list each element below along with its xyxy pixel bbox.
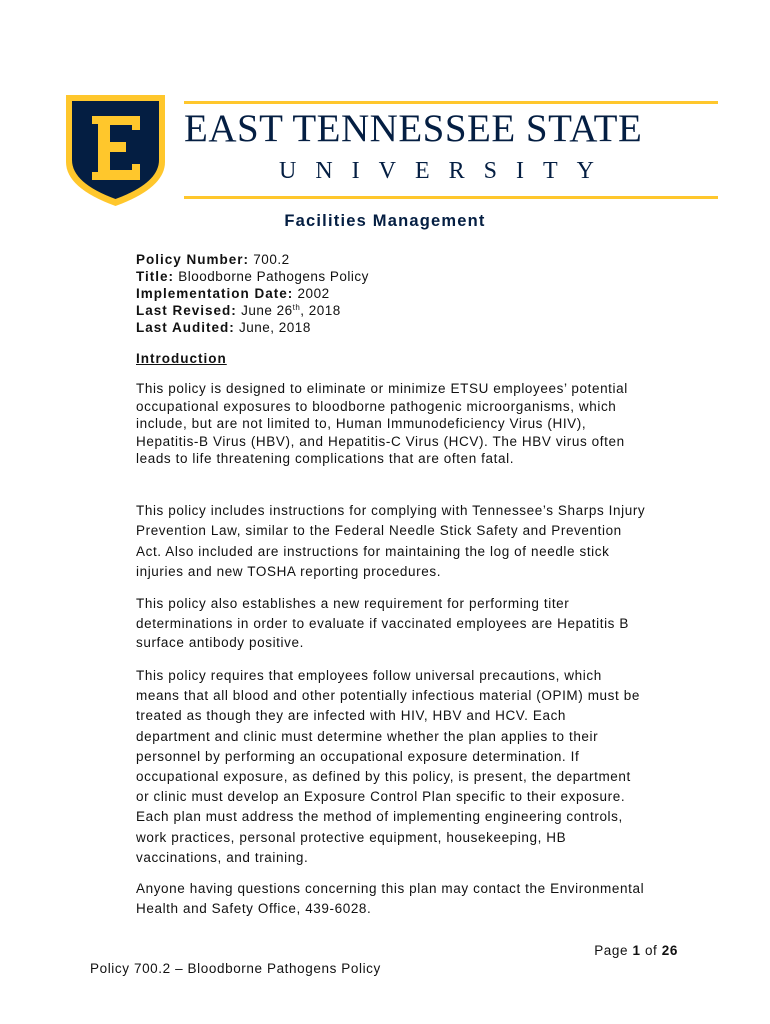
paragraph-line: determinations in order to evaluate if vaccinated employees are Hepatitis B — [136, 615, 629, 631]
page-number — [594, 943, 678, 958]
paragraph-universal-precautions — [136, 666, 696, 868]
paragraph-line: department and clinic must determine whether the plan applies to their — [136, 728, 599, 744]
paragraph-line: occupational exposure, as defined by this policy, is present, the department — [136, 769, 631, 785]
paragraph-line: or clinic must develop an Exposure Control Plan specific to their exposure. — [136, 789, 626, 805]
implementation-date-label: Implementation Date: — [136, 286, 294, 301]
paragraph-titer — [136, 594, 696, 653]
implementation-date-value: 2002 — [297, 286, 330, 301]
last-revised-row — [136, 302, 369, 319]
paragraph-line: Each plan must address the method of implementing engineering controls, — [136, 809, 623, 825]
paragraph-line: injuries and new TOSHA reporting procedures. — [136, 564, 442, 580]
last-revised-year: , 2018 — [300, 303, 341, 318]
policy-metadata — [136, 251, 369, 336]
policy-number-label: Policy Number: — [136, 252, 250, 267]
page-number-prefix: Page — [594, 943, 629, 958]
paragraph-line: Health and Safety Office, 439-6028. — [136, 900, 372, 916]
policy-number-value: 700.2 — [253, 252, 290, 267]
paragraph-line: work practices, personal protective equipment, housekeeping, HB — [136, 829, 567, 845]
policy-number-row — [136, 251, 369, 268]
paragraph-line: Anyone having questions concerning this plan may contact the Environmental — [136, 881, 645, 896]
logo-wordmark-line2: UNIVERSITY — [279, 158, 613, 184]
paragraph-line: Prevention Law, similar to the Federal Needle Stick Safety and Prevention — [136, 523, 622, 539]
paragraph-line: This policy is designed to eliminate or minimize ETSU employees’ potential — [136, 381, 628, 396]
page-footer: Policy 700.2 – Bloodborne Pathogens Policy — [90, 961, 381, 976]
paragraph-line: vaccinations, and training. — [136, 849, 309, 865]
title-value: Bloodborne Pathogens Policy — [178, 269, 369, 284]
implementation-date-row — [136, 285, 369, 302]
page-number-total: 26 — [661, 943, 678, 958]
last-audited-value: June, 2018 — [239, 320, 311, 335]
etsu-logo — [64, 92, 654, 212]
logo-top-rule — [184, 101, 718, 104]
last-audited-row — [136, 319, 369, 336]
last-revised-ordinal: th — [292, 303, 301, 312]
paragraph-line: occupational exposures to bloodborne pathogenic microorganisms, which — [136, 398, 617, 414]
paragraph-line: This policy also establishes a new requirement for performing titer — [136, 596, 570, 611]
paragraph-sharps-law — [136, 501, 696, 583]
paragraph-line: This policy includes instructions for complying with Tennessee’s Sharps Injury — [136, 503, 646, 518]
title-label: Title: — [136, 269, 175, 284]
logo-wordmark-line1: EAST TENNESSEE STATE — [184, 107, 643, 150]
paragraph-line: personnel by performing an occupational exposure determination. If — [136, 748, 580, 764]
page-number-sep: of — [644, 943, 658, 958]
last-revised-date: June 26 — [241, 303, 293, 318]
paragraph-line: This policy requires that employees follow universal precautions, which — [136, 668, 602, 683]
logo-bottom-rule — [184, 196, 718, 199]
introduction-heading: Introduction — [136, 351, 227, 366]
page-number-current: 1 — [632, 943, 641, 958]
paragraph-line: means that all blood and other potentially infectious material (OPIM) must be — [136, 688, 640, 704]
paragraph-line: Act. Also included are instructions for maintaining the log of needle stick — [136, 543, 610, 559]
paragraph-contact — [136, 879, 696, 918]
paragraph-line: Hepatitis-B Virus (HBV), and Hepatitis-C Virus (HCV). The HBV virus often — [136, 433, 625, 449]
paragraph-line: include, but are not limited to, Human Immunodeficiency Virus (HIV), — [136, 416, 587, 432]
paragraph-line: treated as though they are infected with HIV, HBV and HCV. Each — [136, 708, 567, 724]
paragraph-line: leads to life threatening complications that are often fatal. — [136, 451, 515, 467]
last-revised-label: Last Revised: — [136, 303, 237, 318]
last-audited-label: Last Audited: — [136, 320, 235, 335]
title-row — [136, 268, 369, 285]
paragraph-purpose — [136, 380, 696, 468]
section-title: Facilities Management — [284, 212, 486, 230]
paragraph-line: surface antibody positive. — [136, 635, 304, 650]
last-revised-value — [241, 303, 341, 318]
etsu-shield-emblem — [64, 92, 167, 208]
